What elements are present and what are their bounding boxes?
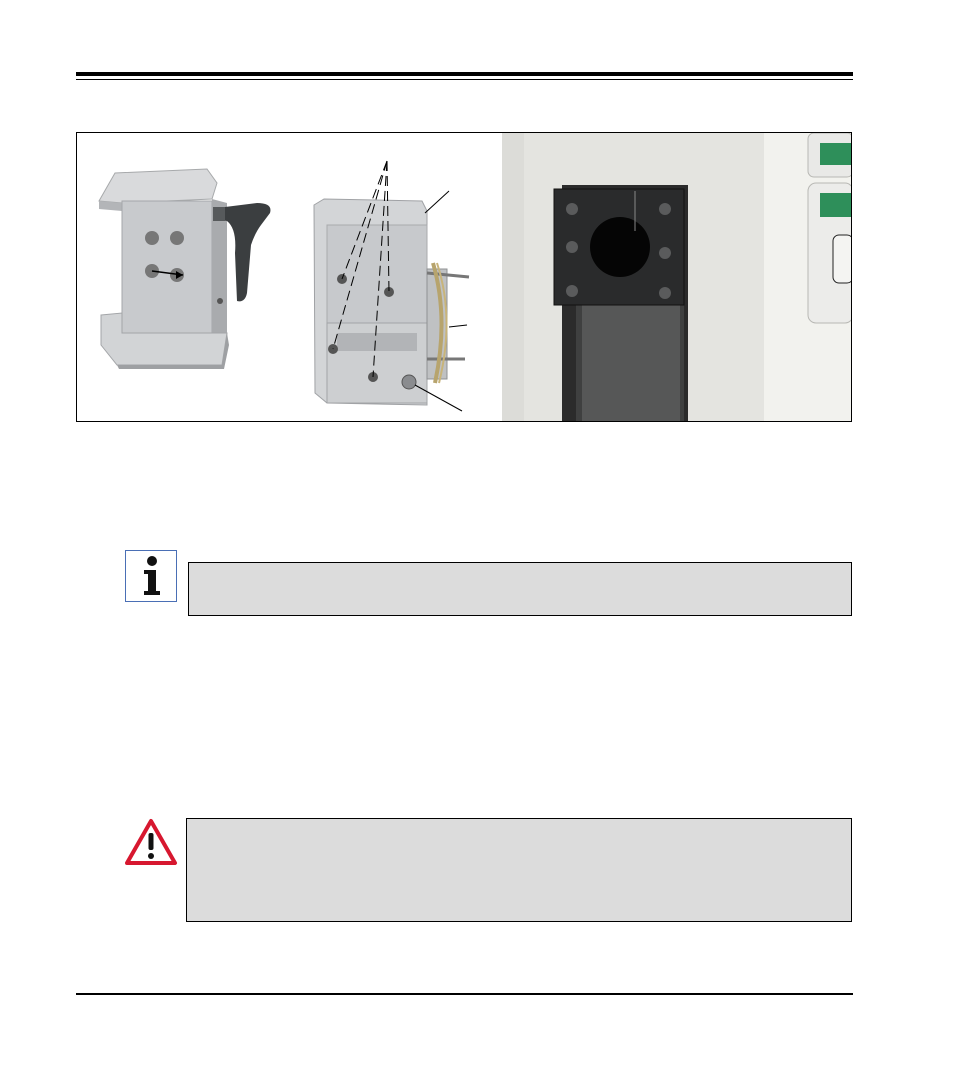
warning-note-box: [186, 818, 852, 922]
info-icon: [125, 550, 177, 602]
mount-flange: [554, 189, 684, 305]
clamp-body: [99, 169, 229, 369]
header-rule-thick: [76, 72, 853, 76]
control-panel: [808, 133, 852, 323]
info-note-text: [189, 563, 190, 564]
instrument-photo: [502, 133, 852, 422]
footer-rule: [76, 993, 853, 995]
figure-frame: [76, 132, 852, 422]
warning-triangle-icon: [124, 818, 178, 866]
mounting-plate: [314, 199, 469, 405]
info-note-box: [188, 562, 852, 616]
warning-note-text: [187, 819, 188, 820]
header-rule-thin: [76, 79, 853, 80]
clamp-photo: [77, 133, 502, 422]
